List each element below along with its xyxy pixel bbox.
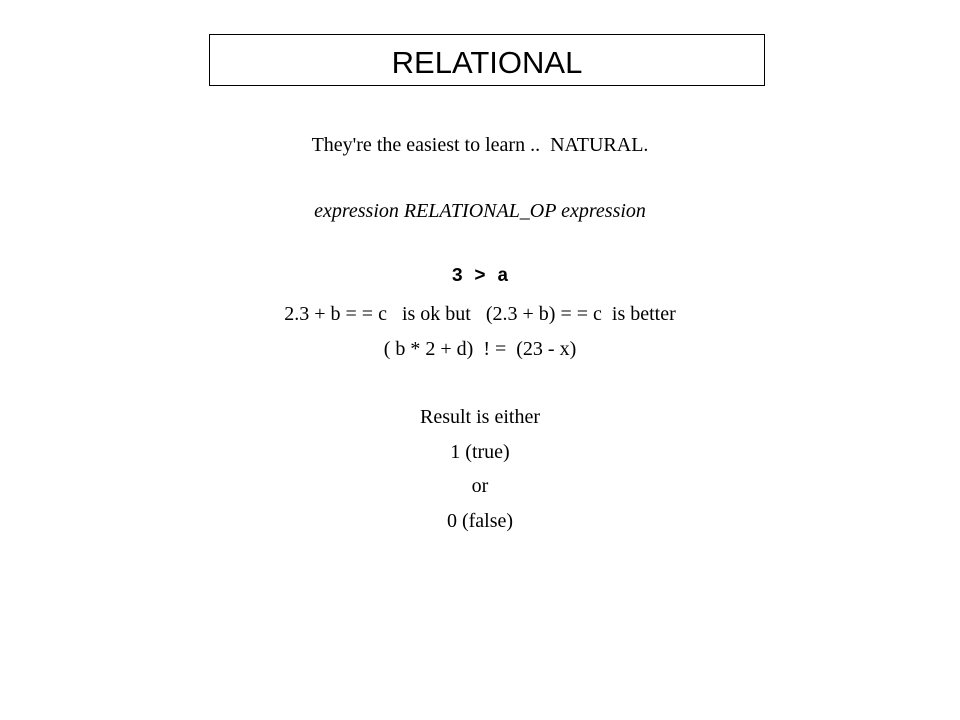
example-line-1: 2.3 + b = = c is ok but (2.3 + b) = = c is better: [284, 303, 676, 325]
slide-title: RELATIONAL: [391, 44, 583, 80]
result-false: 0 (false): [446, 510, 514, 532]
intro-text: They're the easiest to learn .. NATURAL.: [311, 134, 649, 156]
syntax-text: expression RELATIONAL_OP expression: [314, 200, 646, 222]
result-intro: Result is either: [420, 406, 540, 428]
title-box: [209, 34, 765, 86]
example-code: 3 > a: [451, 265, 509, 287]
example-line-2: ( b * 2 + d) ! = (23 - x): [383, 338, 577, 360]
result-or: or: [471, 475, 489, 497]
result-true: 1 (true): [450, 441, 510, 463]
